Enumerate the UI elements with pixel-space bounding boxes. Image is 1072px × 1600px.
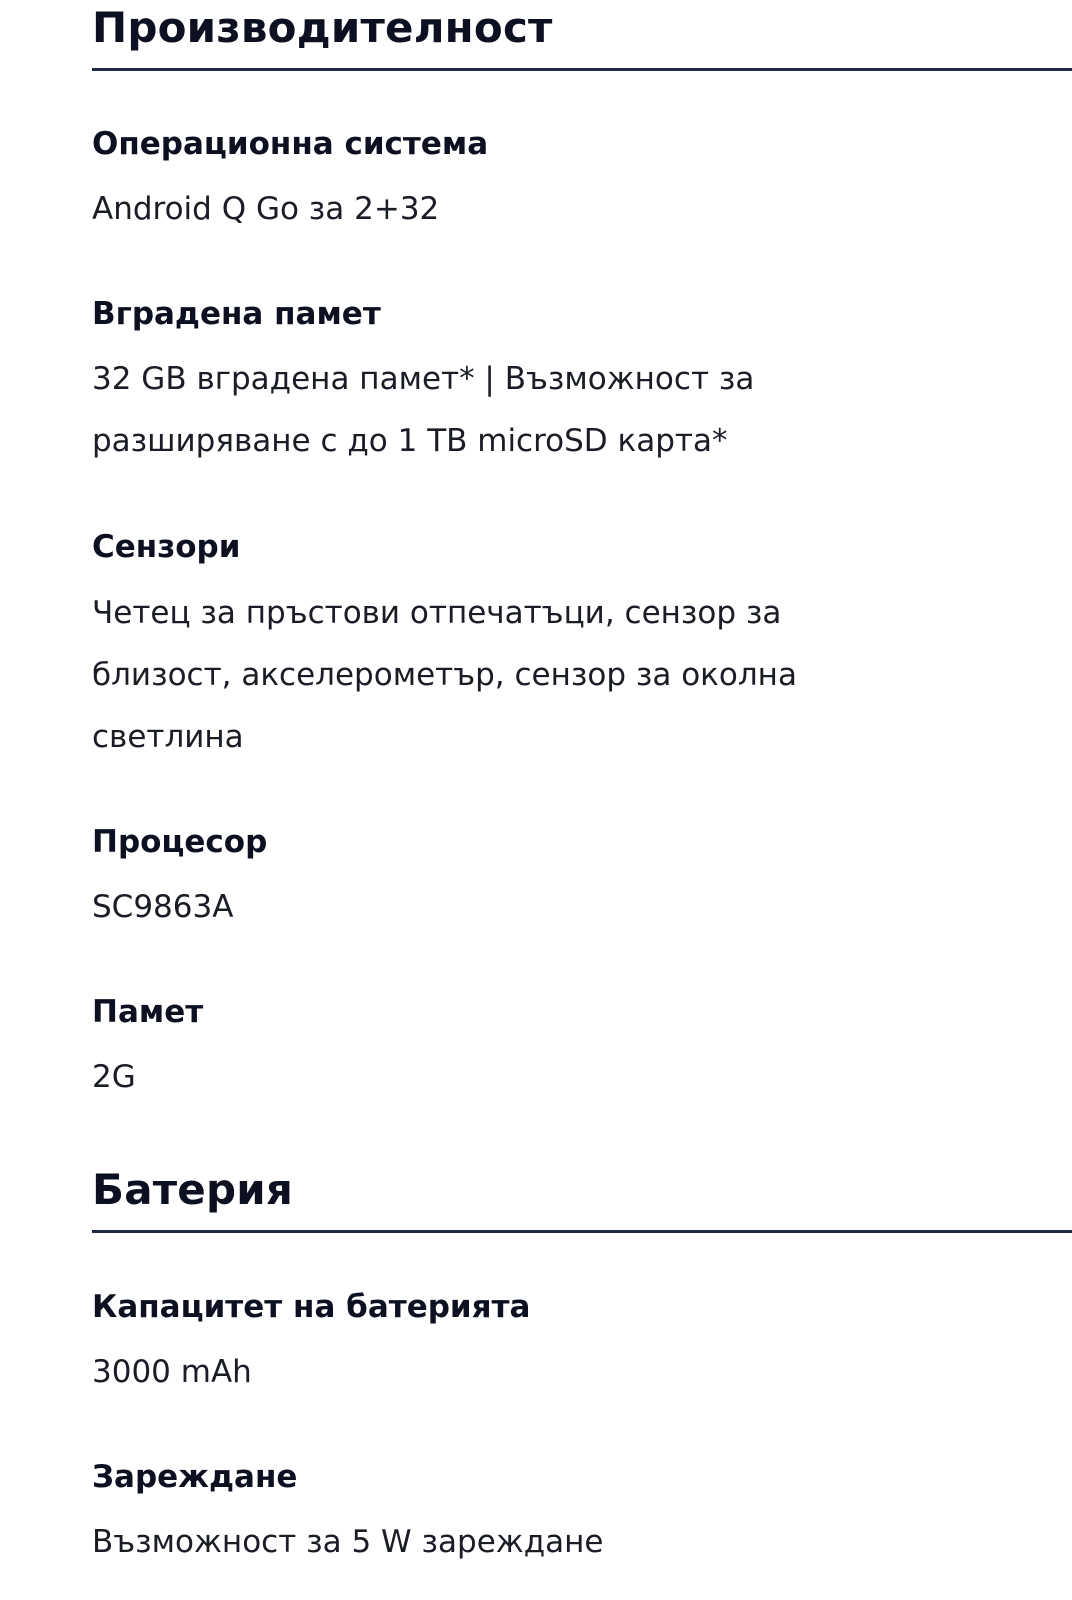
spec-value-charging: Възможност за 5 W зареждане	[92, 1524, 604, 1560]
spec-value-memory: 2G	[92, 1059, 136, 1095]
spec-sheet	[92, 0, 1072, 1600]
section-divider	[92, 1230, 1072, 1233]
spec-label-storage: Вградена памет	[92, 296, 381, 332]
spec-value-os: Android Q Go за 2+32	[92, 191, 440, 227]
spec-value-processor: SC9863A	[92, 889, 234, 925]
section-divider	[92, 68, 1072, 71]
spec-label-memory: Памет	[92, 994, 204, 1030]
section-title-performance: Производителност	[92, 3, 553, 52]
section-title-battery: Батерия	[92, 1165, 294, 1214]
spec-value-battery-capacity: 3000 mAh	[92, 1354, 252, 1390]
spec-value-sensors: Четец за пръстови отпечатъци, сензор за близост, акселерометър, сензор за околна светлина	[92, 595, 797, 755]
spec-value-storage: 32 GB вградена памет* | Възможност за разширяване с до 1 TB microSD карта*	[92, 361, 755, 459]
spec-label-processor: Процесор	[92, 824, 268, 860]
spec-label-battery-capacity: Капацитет на батерията	[92, 1289, 531, 1325]
spec-label-os: Операционна система	[92, 126, 489, 162]
spec-label-charging: Зареждане	[92, 1459, 298, 1495]
spec-label-sensors: Сензори	[92, 529, 241, 565]
